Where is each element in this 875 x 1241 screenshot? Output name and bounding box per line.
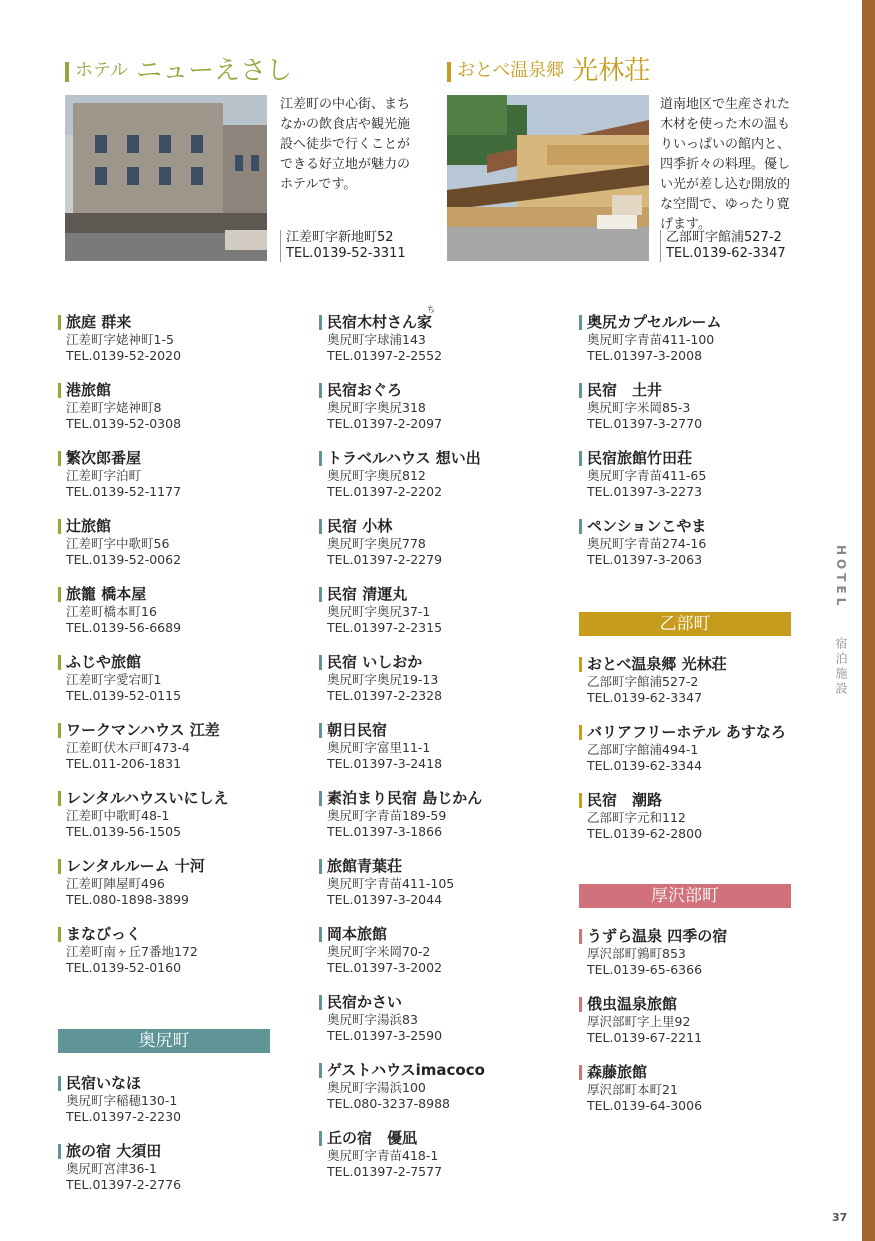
item-tel: TEL.0139-52-0062 bbox=[66, 552, 182, 567]
item-tick bbox=[319, 383, 322, 398]
list-item bbox=[579, 448, 794, 516]
featured-name: 光林荘 bbox=[572, 56, 651, 86]
item-address: 江差町南ヶ丘7番地172 bbox=[66, 944, 198, 959]
item-address: 江差町陣屋町496 bbox=[66, 876, 165, 891]
item-tel: TEL.0139-64-3006 bbox=[587, 1098, 703, 1113]
item-tick bbox=[579, 315, 582, 330]
item-tel: TEL.0139-52-2020 bbox=[66, 348, 182, 363]
list-item bbox=[319, 584, 554, 652]
item-address: 厚沢部町字上里92 bbox=[587, 1014, 691, 1029]
list-item bbox=[319, 788, 554, 856]
item-tel: TEL.0139-52-0308 bbox=[66, 416, 182, 431]
listing-column-3 bbox=[579, 312, 794, 1130]
list-item bbox=[579, 312, 794, 380]
featured-title bbox=[447, 50, 847, 86]
item-tick bbox=[579, 1065, 582, 1080]
item-address: 奥尻町字稲穂130-1 bbox=[66, 1093, 178, 1108]
item-name: 奥尻カプセルルーム bbox=[587, 313, 722, 331]
list-item bbox=[579, 790, 794, 858]
item-tick bbox=[319, 519, 322, 534]
item-address: 江差町字愛宕町1 bbox=[66, 672, 162, 687]
item-address: 江差町字中歌町56 bbox=[66, 536, 170, 551]
item-tick bbox=[579, 929, 582, 944]
featured-address-block bbox=[660, 230, 786, 262]
item-name: 朝日民宿 bbox=[327, 721, 388, 739]
listing-column-esashi bbox=[58, 312, 273, 1209]
item-address: 奥尻町字奥尻318 bbox=[327, 400, 426, 415]
list-item bbox=[58, 1141, 273, 1209]
item-address: 厚沢部町本町21 bbox=[587, 1082, 678, 1097]
item-tel: TEL.080-3237-8988 bbox=[327, 1096, 450, 1111]
list-item bbox=[319, 1128, 554, 1196]
list-item bbox=[579, 380, 794, 448]
item-address: 江差町字泊町 bbox=[66, 468, 142, 483]
item-tick bbox=[319, 927, 322, 942]
item-tel: TEL.01397-3-2273 bbox=[587, 484, 703, 499]
item-name: まなびっく bbox=[66, 925, 142, 943]
item-address: 江差町中歌町48-1 bbox=[66, 808, 170, 823]
featured-address: 乙部町字館浦527-2 bbox=[666, 230, 782, 245]
list-item bbox=[58, 584, 273, 652]
item-tel: TEL.01397-3-2044 bbox=[327, 892, 443, 907]
list-item bbox=[579, 926, 794, 994]
list-item bbox=[319, 448, 554, 516]
featured-address: 江差町字新地町52 bbox=[286, 230, 394, 245]
item-tel: TEL.01397-3-2770 bbox=[587, 416, 703, 431]
item-tick bbox=[58, 791, 61, 806]
item-address: 奥尻町字青苗411-65 bbox=[587, 468, 707, 483]
item-tel: TEL.0139-62-3344 bbox=[587, 758, 703, 773]
featured-tel: TEL.0139-52-3311 bbox=[286, 246, 406, 261]
item-address: 奥尻町字米岡85-3 bbox=[587, 400, 691, 415]
item-name: 辻旅館 bbox=[66, 517, 112, 535]
item-name: 旅庭 群来 bbox=[66, 313, 132, 331]
item-tick bbox=[319, 791, 322, 806]
region-header-okushiri: 奥尻町 bbox=[58, 1029, 270, 1053]
item-tel: TEL.01397-3-1866 bbox=[327, 824, 443, 839]
item-tick bbox=[579, 383, 582, 398]
item-tel: TEL.01397-2-2202 bbox=[327, 484, 443, 499]
item-name: レンタルルーム 十河 bbox=[66, 857, 205, 875]
featured-description: 道南地区で生産された木材を使った木の温もりいっぱいの館内と、四季折々の料理。優しい光が差し込む開放的な空間で、ゆったり寛げます。 bbox=[660, 97, 791, 232]
featured-description: 江差町の中心街、まちなかの飲食店や観光施設へ徒歩で行くことができる好立地が魅力のホテルです。 bbox=[280, 97, 411, 192]
item-tel: TEL.01397-2-2230 bbox=[66, 1109, 182, 1124]
item-address: 乙部町字館浦527-2 bbox=[587, 674, 699, 689]
list-item bbox=[319, 380, 554, 448]
item-tel: TEL.0139-52-0160 bbox=[66, 960, 182, 975]
item-tick bbox=[579, 793, 582, 808]
item-tel: TEL.01397-3-2008 bbox=[587, 348, 703, 363]
item-tel: TEL.01397-2-2552 bbox=[327, 348, 443, 363]
item-name: 民宿 小林 bbox=[327, 517, 393, 535]
item-tel: TEL.0139-65-6366 bbox=[587, 962, 703, 977]
item-tel: TEL.01397-2-2315 bbox=[327, 620, 443, 635]
featured-title bbox=[65, 50, 410, 86]
item-tick bbox=[58, 723, 61, 738]
list-item bbox=[579, 994, 794, 1062]
item-tick bbox=[58, 1144, 61, 1159]
item-address: 奥尻町字富里11-1 bbox=[327, 740, 431, 755]
list-item bbox=[58, 380, 273, 448]
hotel-photo bbox=[65, 95, 267, 261]
item-name: 民宿 いしおか bbox=[327, 653, 423, 671]
list-item bbox=[579, 1062, 794, 1130]
list-item bbox=[579, 654, 794, 722]
listing-column-okushiri bbox=[319, 305, 554, 1196]
item-address: 奥尻町宮津36-1 bbox=[66, 1161, 157, 1176]
item-tick bbox=[58, 451, 61, 466]
item-address: 奥尻町字球浦143 bbox=[327, 332, 426, 347]
item-name: 俄虫温泉旅館 bbox=[587, 995, 678, 1013]
item-tick bbox=[319, 995, 322, 1010]
item-tick bbox=[319, 587, 322, 602]
list-item bbox=[319, 924, 554, 992]
item-address: 奥尻町字米岡70-2 bbox=[327, 944, 431, 959]
item-tick bbox=[579, 997, 582, 1012]
item-address: 奥尻町字湯浜100 bbox=[327, 1080, 426, 1095]
inn-photo bbox=[447, 95, 649, 261]
list-item bbox=[319, 305, 554, 380]
item-address: 奥尻町字青苗418-1 bbox=[327, 1148, 439, 1163]
item-tick bbox=[58, 927, 61, 942]
item-address: 奥尻町字奥尻812 bbox=[327, 468, 426, 483]
list-item bbox=[58, 720, 273, 788]
item-tick bbox=[58, 587, 61, 602]
item-tel: TEL.01397-2-2328 bbox=[327, 688, 443, 703]
sidebar-ja: 宿泊施設 bbox=[834, 636, 848, 697]
item-address: 奥尻町字湯浜83 bbox=[327, 1012, 418, 1027]
item-name: バリアフリーホテル あすなろ bbox=[587, 723, 786, 741]
featured-type: おとべ温泉郷 bbox=[457, 60, 565, 81]
item-name: 旅の宿 大須田 bbox=[66, 1142, 162, 1160]
item-address: 乙部町字元和112 bbox=[587, 810, 686, 825]
item-tel: TEL.01397-3-2590 bbox=[327, 1028, 443, 1043]
item-name: 港旅館 bbox=[66, 381, 112, 399]
item-tel: TEL.0139-56-1505 bbox=[66, 824, 182, 839]
item-address: 江差町字姥神町1-5 bbox=[66, 332, 174, 347]
item-address: 奥尻町字青苗411-100 bbox=[587, 332, 715, 347]
item-name: ワークマンハウス 江差 bbox=[66, 721, 220, 739]
item-name: ゲストハウスimacoco bbox=[327, 1061, 485, 1079]
list-item bbox=[58, 448, 273, 516]
item-tel: TEL.080-1898-3899 bbox=[66, 892, 189, 907]
item-name: 民宿木村さん家 bbox=[327, 313, 433, 331]
item-name: トラベルハウス 想い出 bbox=[327, 449, 481, 467]
item-tick bbox=[319, 315, 322, 330]
item-address: 奥尻町字青苗274-16 bbox=[587, 536, 707, 551]
item-name: レンタルハウスいにしえ bbox=[66, 789, 229, 807]
item-tel: TEL.0139-52-0115 bbox=[66, 688, 182, 703]
item-name: 丘の宿 優凪 bbox=[327, 1129, 418, 1147]
item-tel: TEL.0139-56-6689 bbox=[66, 620, 182, 635]
item-tel: TEL.01397-2-2776 bbox=[66, 1177, 182, 1192]
item-tel: TEL.011-206-1831 bbox=[66, 756, 182, 771]
item-address: 江差町伏木戸町473-4 bbox=[66, 740, 190, 755]
region-header-assabu: 厚沢部町 bbox=[579, 884, 791, 908]
item-address: 奥尻町字奥尻778 bbox=[327, 536, 426, 551]
featured-tel: TEL.0139-62-3347 bbox=[666, 246, 786, 261]
item-name: 森藤旅館 bbox=[587, 1063, 648, 1081]
sidebar-en: HOTEL bbox=[834, 545, 848, 610]
item-name: 民宿いなほ bbox=[66, 1074, 142, 1092]
item-address: 奥尻町字奥尻37-1 bbox=[327, 604, 431, 619]
region-header-otobe: 乙部町 bbox=[579, 612, 791, 636]
item-name: 民宿旅館竹田荘 bbox=[587, 449, 693, 467]
item-name: 民宿 清運丸 bbox=[327, 585, 408, 603]
item-tick bbox=[319, 1131, 322, 1146]
item-tel: TEL.01397-3-2063 bbox=[587, 552, 703, 567]
item-address: 江差町橋本町16 bbox=[66, 604, 157, 619]
item-address: 乙部町字館浦494-1 bbox=[587, 742, 699, 757]
item-name: 民宿 土井 bbox=[587, 381, 663, 399]
item-name: 岡本旅館 bbox=[327, 925, 388, 943]
featured-hotel-korinso bbox=[447, 50, 847, 261]
item-address: 奥尻町字奥尻19-13 bbox=[327, 672, 439, 687]
list-item bbox=[319, 516, 554, 584]
featured-address-block bbox=[280, 230, 406, 262]
item-tel: TEL.01397-3-2002 bbox=[327, 960, 443, 975]
item-name: ペンションこやま bbox=[587, 517, 707, 535]
item-tick bbox=[579, 725, 582, 740]
list-item bbox=[319, 1060, 554, 1128]
list-item bbox=[319, 992, 554, 1060]
item-address: 奥尻町字青苗189-59 bbox=[327, 808, 447, 823]
item-tick bbox=[319, 1063, 322, 1078]
item-name: おとべ温泉郷 光林荘 bbox=[587, 655, 727, 673]
item-name: 繁次郎番屋 bbox=[66, 449, 142, 467]
item-name: うずら温泉 四季の宿 bbox=[587, 927, 728, 945]
list-item bbox=[58, 652, 273, 720]
list-item bbox=[58, 856, 273, 924]
list-item bbox=[319, 720, 554, 788]
list-item bbox=[579, 516, 794, 584]
list-item bbox=[58, 516, 273, 584]
list-item bbox=[58, 924, 273, 992]
list-item bbox=[319, 856, 554, 924]
item-tick bbox=[319, 655, 322, 670]
featured-name: ニューえさし bbox=[136, 56, 293, 86]
page-number: 37 bbox=[832, 1211, 848, 1224]
page-edge-stripe bbox=[862, 0, 875, 1241]
list-item bbox=[58, 312, 273, 380]
list-item bbox=[319, 652, 554, 720]
item-name: ふじや旅館 bbox=[66, 653, 142, 671]
list-item bbox=[58, 1073, 273, 1141]
item-tel: TEL.01397-3-2418 bbox=[327, 756, 443, 771]
item-tick bbox=[579, 657, 582, 672]
item-tick bbox=[579, 451, 582, 466]
title-bar bbox=[447, 62, 451, 82]
featured-hotel-new-esashi bbox=[65, 50, 411, 261]
item-tel: TEL.0139-62-3347 bbox=[587, 690, 703, 705]
item-tick bbox=[58, 315, 61, 330]
item-name: 民宿おぐろ bbox=[327, 381, 403, 399]
item-tel: TEL.0139-52-1177 bbox=[66, 484, 182, 499]
list-item bbox=[58, 788, 273, 856]
item-tel: TEL.01397-2-2097 bbox=[327, 416, 443, 431]
featured-type: ホテル bbox=[75, 60, 129, 81]
item-name: 民宿かさい bbox=[327, 993, 403, 1011]
item-tick bbox=[319, 723, 322, 738]
list-item bbox=[579, 722, 794, 790]
section-sidebar-label bbox=[830, 545, 850, 697]
item-tick bbox=[319, 859, 322, 874]
item-tick bbox=[58, 383, 61, 398]
item-tel: TEL.01397-2-2279 bbox=[327, 552, 443, 567]
item-address: 奥尻町字青苗411-105 bbox=[327, 876, 455, 891]
item-tel: TEL.01397-2-7577 bbox=[327, 1164, 443, 1179]
item-name: 民宿 潮路 bbox=[587, 791, 663, 809]
item-tick bbox=[319, 451, 322, 466]
item-address: 江差町字姥神町8 bbox=[66, 400, 162, 415]
item-name: 旅籠 橋本屋 bbox=[66, 585, 147, 603]
item-tick bbox=[58, 1076, 61, 1091]
item-tel: TEL.0139-62-2800 bbox=[587, 826, 703, 841]
item-tel: TEL.0139-67-2211 bbox=[587, 1030, 703, 1045]
item-tick bbox=[58, 655, 61, 670]
title-bar bbox=[65, 62, 69, 82]
item-tick bbox=[58, 519, 61, 534]
item-name: 素泊まり民宿 島じかん bbox=[327, 789, 483, 807]
furigana: ち bbox=[427, 305, 435, 314]
item-tick bbox=[579, 519, 582, 534]
item-address: 厚沢部町鶉町853 bbox=[587, 946, 686, 961]
item-name: 旅館青葉荘 bbox=[327, 857, 403, 875]
item-tick bbox=[58, 859, 61, 874]
